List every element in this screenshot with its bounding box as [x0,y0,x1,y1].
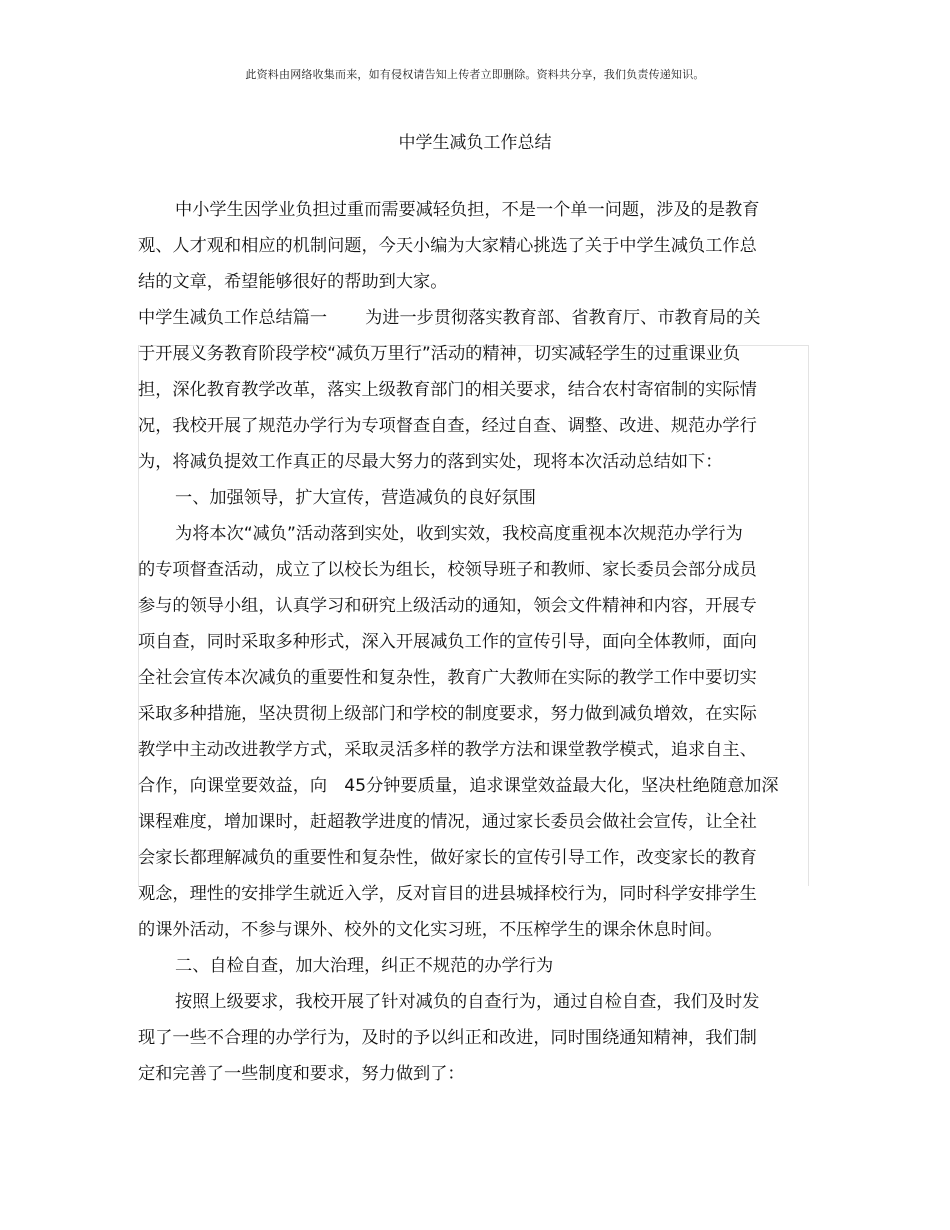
paragraph-line: 观念，理性的安排学生就近入学，反对盲目的进县城择校行为，同时科学安排学生 [138,884,757,904]
section-heading-line [138,308,760,328]
copyright-disclaimer: 此资料由网络收集而来，如有侵权请告知上传者立即删除。资料共分享，我们负责传递知识。 [245,68,705,81]
paragraph-line: 现了一些不合理的办学行为，及时的予以纠正和改进，同时围绕通知精神，我们制 [138,1028,757,1048]
paragraph-line: 为，将减负提效工作真正的尽最大努力的落到实处，现将本次活动总结如下： [138,452,723,472]
section-heading: 中学生减负工作总结篇一 [138,308,328,328]
paragraph-line: 会家长都理解减负的重要性和复杂性，做好家长的宣传引导工作，改变家长的教育 [138,848,757,868]
paragraph-line: 况，我校开展了规范办学行为专项督查自查，经过自查、调整、改进、规范办学行 [138,416,757,436]
paragraph-line: 为将本次“减负”活动落到实处，收到实效，我校高度重视本次规范办学行为 [175,524,743,544]
paragraph-line: 的专项督查活动，成立了以校长为组长，校领导班子和教师、家长委员会部分成员 [138,560,757,580]
paragraph-line: 全社会宣传本次减负的重要性和复杂性，教育广大教师在实际的教学工作中要切实 [138,668,757,688]
subheading-line: 二、自检自查，加大治理，纠正不规范的办学行为 [175,956,554,976]
paragraph-line: 的课外活动，不参与课外、校外的文化实习班，不压榨学生的课余休息时间。 [138,920,723,940]
paragraph-line: 结的文章，希望能够很好的帮助到大家。 [138,272,448,292]
paragraph-line: 项自查，同时采取多种形式，深入开展减负工作的宣传引导，面向全体教师，面向 [138,632,757,652]
paragraph-line: 采取多种措施，坚决贯彻上级部门和学校的制度要求，努力做到减负增效，在实际 [138,704,757,724]
paragraph-line: 合作，向课堂要效益，向 45分钟要质量，追求课堂效益最大化，坚决杜绝随意加深 [138,776,779,796]
paragraph-text: 为进一步贯彻落实教育部、省教育厅、市教育局的关 [365,308,761,328]
paragraph-line: 按照上级要求，我校开展了针对减负的自查行为，通过自检自查，我们及时发 [175,992,760,1012]
paragraph-line: 担，深化教育教学改革，落实上级教育部门的相关要求，结合农村寄宿制的实际情 [138,380,757,400]
paragraph-line: 教学中主动改进教学方式，采取灵活多样的教学方法和课堂教学模式，追求自主、 [138,740,757,760]
paragraph-line: 中小学生因学业负担过重而需要减轻负担，不是一个单一问题，涉及的是教育 [175,200,760,220]
paragraph-line: 定和完善了一些制度和要求，努力做到了： [138,1064,465,1084]
subheading-line: 一、加强领导，扩大宣传，营造减负的良好氛围 [175,488,536,508]
paragraph-line: 课程难度，增加课时，赶超教学进度的情况，通过家长委员会做社会宣传，让全社 [138,812,757,832]
document-title: 中学生减负工作总结 [398,133,552,153]
paragraph-line: 参与的领导小组，认真学习和研究上级活动的通知，领会文件精神和内容，开展专 [138,596,757,616]
paragraph-line: 于开展义务教育阶段学校“减负万里行”活动的精神，切实减轻学生的过重课业负 [138,344,741,364]
paragraph-line: 观、人才观和相应的机制问题，今天小编为大家精心挑选了关于中学生减负工作总 [138,236,757,256]
